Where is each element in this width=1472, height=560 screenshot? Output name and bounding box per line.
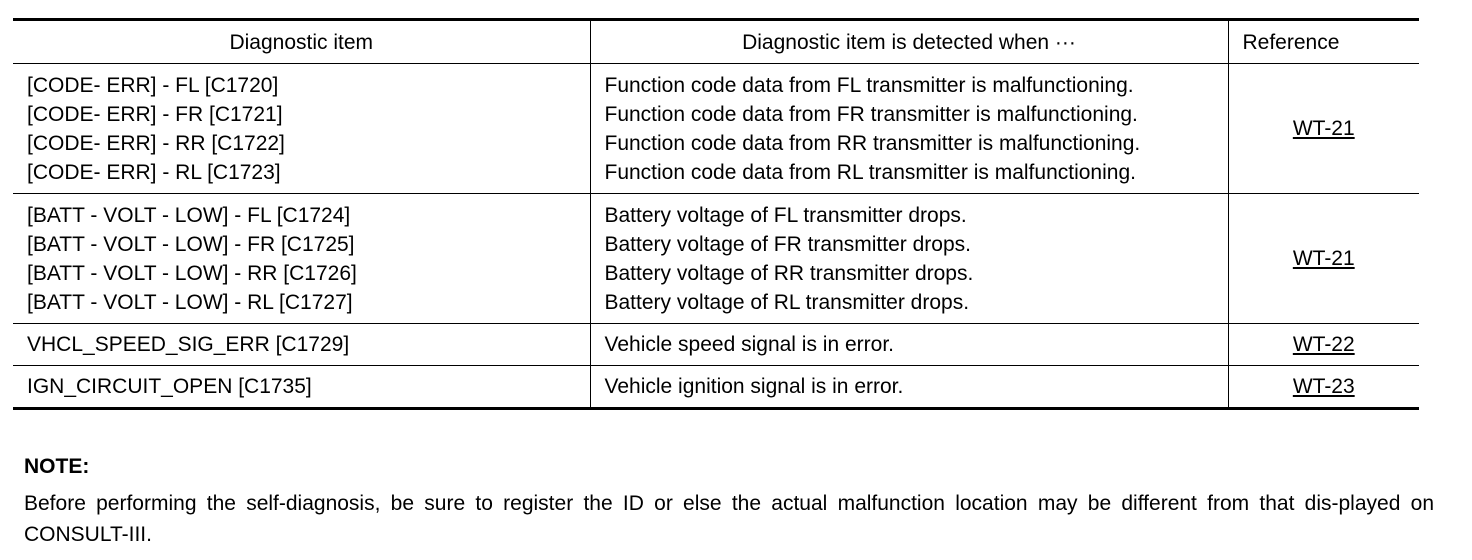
table-row [13,366,1419,409]
diagnostic-item: [CODE- ERR] - FR [C1721] [27,102,283,126]
detection-condition-cell [590,366,1228,409]
detection-condition: Vehicle ignition signal is in error. [604,375,904,398]
detection-condition: Vehicle speed signal is in error. [604,333,894,356]
note-section [24,451,1434,550]
diagnostic-item: [BATT - VOLT - LOW] - FL [C1724] [27,203,351,227]
detection-condition-cell [590,194,1228,324]
reference-link[interactable]: WT-22 [1292,333,1355,356]
detection-condition-cell [590,324,1228,366]
reference-cell [1228,324,1419,366]
table-row [13,324,1419,366]
detection-condition: Battery voltage of RL transmitter drops. [604,290,970,314]
diagnostic-item: [BATT - VOLT - LOW] - FR [C1725] [27,232,355,256]
detection-condition: Function code data from FL transmitter is malfunctioning. [604,73,1134,97]
table-row [13,64,1419,194]
detection-condition: Function code data from FR transmitter is malfunctioning. [604,102,1138,126]
detection-condition: Function code data from RR transmitter is malfunctioning. [604,131,1141,155]
diagnostic-item: [CODE- ERR] - FL [C1720] [27,73,279,97]
detection-condition: Battery voltage of RR transmitter drops. [604,261,974,285]
diagnostic-item: [CODE- ERR] - RL [C1723] [27,160,281,184]
detection-condition: Battery voltage of FL transmitter drops. [604,203,967,227]
diagnostic-item: [BATT - VOLT - LOW] - RR [C1726] [27,261,357,285]
detection-condition-cell [590,64,1228,194]
reference-cell [1228,366,1419,409]
diagnostic-item-cell [13,194,590,324]
note-title: NOTE: [24,455,90,478]
reference-cell [1228,64,1419,194]
diagnostic-item: IGN_CIRCUIT_OPEN [C1735] [27,375,312,398]
reference-link[interactable]: WT-21 [1292,117,1355,140]
diagnostic-items-table [13,18,1419,410]
detection-condition: Function code data from RL transmitter is malfunctioning. [604,160,1136,184]
reference-link[interactable]: WT-21 [1292,247,1355,270]
diagnostic-item: VHCL_SPEED_SIG_ERR [C1729] [27,333,350,356]
reference-cell [1228,194,1419,324]
table-row [13,194,1419,324]
diagnostic-item: [BATT - VOLT - LOW] - RL [C1727] [27,290,353,314]
header-detected-when: Diagnostic item is detected when ··· [590,20,1228,64]
diagnostic-item-cell [13,324,590,366]
table-header-row [13,20,1419,64]
header-reference: Reference [1228,20,1419,64]
diagnostic-item-cell [13,64,590,194]
header-diagnostic-item: Diagnostic item [13,20,590,64]
diagnostic-item-cell [13,366,590,409]
detection-condition: Battery voltage of FR transmitter drops. [604,232,971,256]
note-text: Before performing the self-diagnosis, be sure to register the ID or else the actual malfunction location may be different from that dis-played on CONSULT-III. [24,492,1434,546]
reference-link[interactable]: WT-23 [1292,375,1355,398]
diagnostic-item: [CODE- ERR] - RR [C1722] [27,131,285,155]
